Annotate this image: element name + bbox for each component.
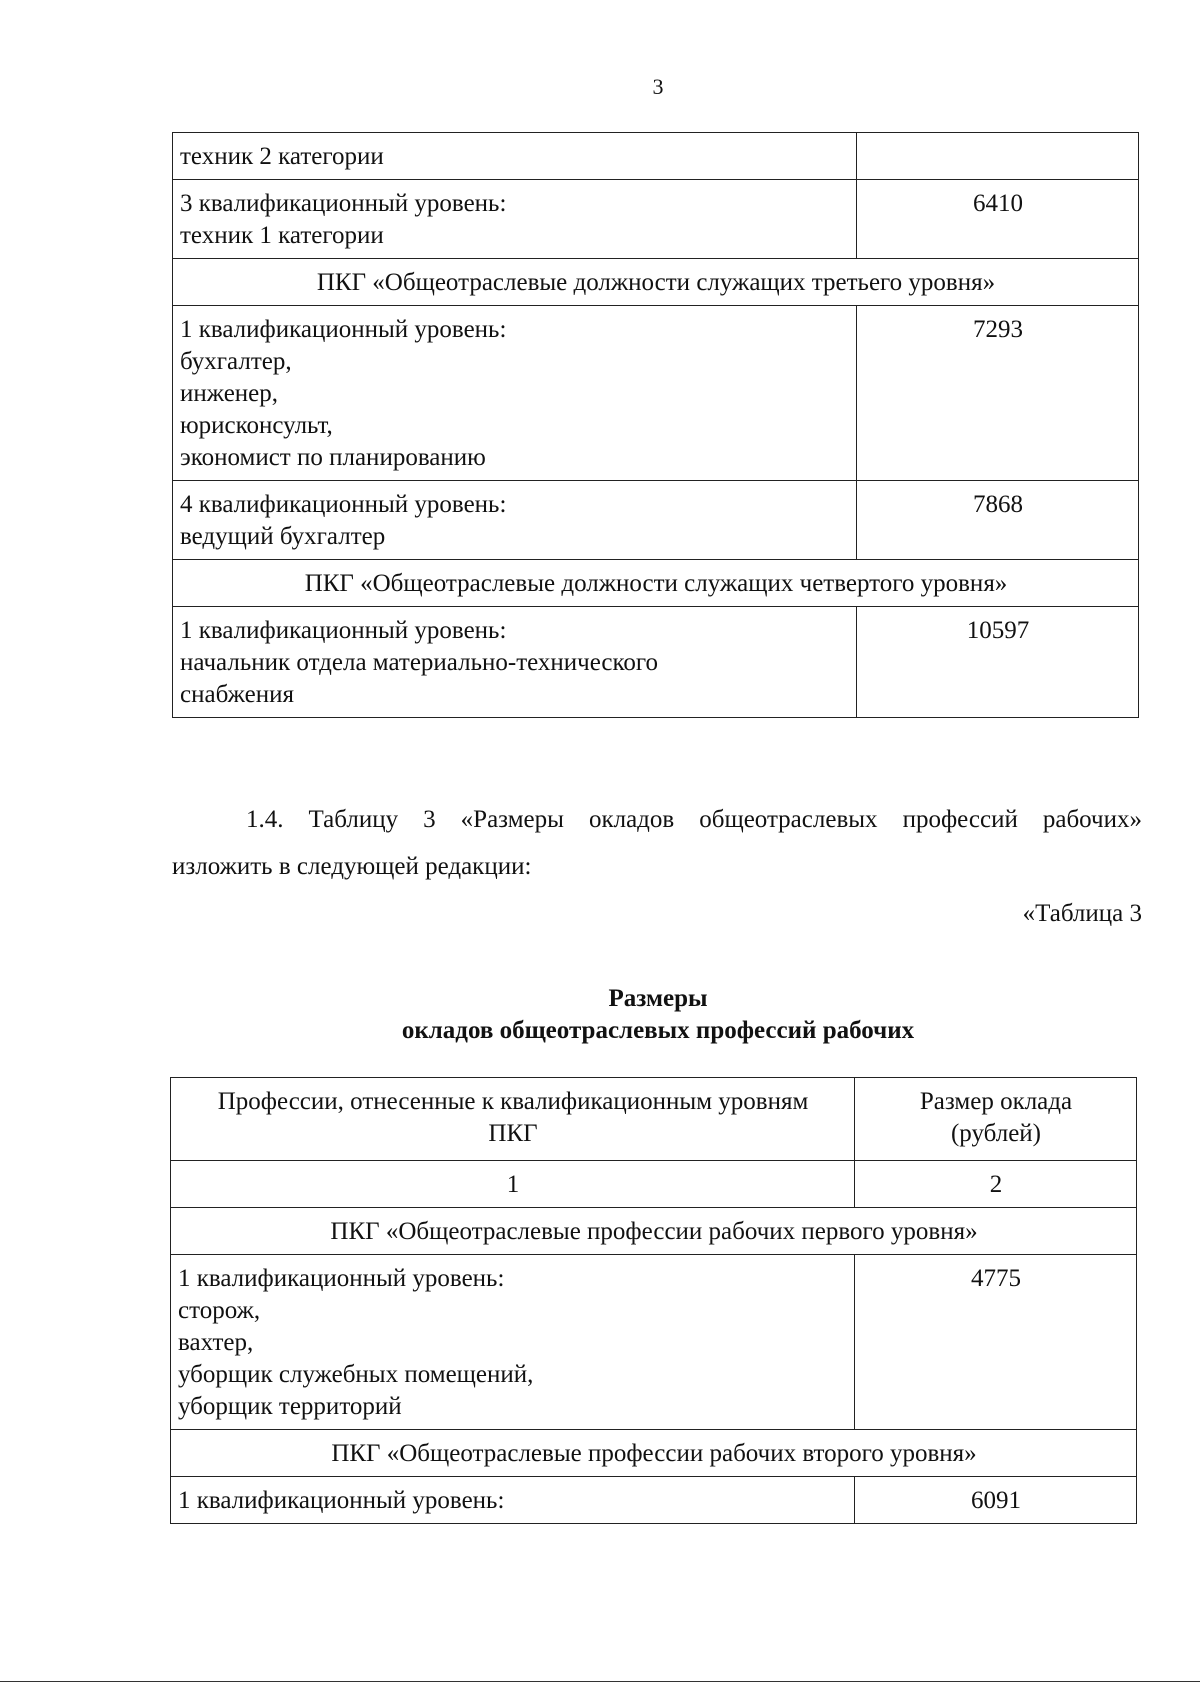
group-row	[173, 560, 1139, 607]
header-professions: Профессии, отнесенные к квалификационным уровням ПКГ	[171, 1078, 855, 1161]
table-row	[173, 306, 1139, 481]
group-title: ПКГ «Общеотраслевые должности служащих третьего уровня»	[173, 259, 1139, 306]
column-number-2: 2	[855, 1161, 1137, 1208]
table-numbering-row	[171, 1161, 1137, 1208]
amendment-line-2: изложить в следующей редакции:	[172, 853, 532, 880]
position-cell: техник 2 категории	[173, 133, 857, 180]
position-cell: 1 квалификационный уровень: бухгалтер, инженер, юрисконсульт, экономист по планированию	[173, 306, 857, 481]
salary-cell: 4775	[855, 1255, 1137, 1430]
position-cell: 3 квалификационный уровень: техник 1 категории	[173, 180, 857, 259]
table-header-row	[171, 1078, 1137, 1161]
group-row	[171, 1430, 1137, 1477]
salary-cell: 10597	[857, 607, 1139, 718]
column-number-1: 1	[171, 1161, 855, 1208]
salary-cell: 7868	[857, 481, 1139, 560]
footer-rule	[0, 1681, 1200, 1682]
table-top-body	[173, 133, 1139, 718]
table-title-line-1: Размеры	[608, 985, 708, 1012]
workers-salary-table	[170, 1077, 1137, 1524]
salary-cell: 6091	[855, 1477, 1137, 1524]
group-title: ПКГ «Общеотраслевые профессии рабочих второго уровня»	[171, 1430, 1137, 1477]
group-row	[171, 1208, 1137, 1255]
position-cell: 1 квалификационный уровень: начальник отдела материально-технического снабжения	[173, 607, 857, 718]
salary-cell: 6410	[857, 180, 1139, 259]
table-row	[173, 180, 1139, 259]
amendment-line-1: 1.4. Таблицу 3 «Размеры окладов общеотраслевых профессий рабочих»	[246, 806, 1142, 833]
salary-cell: 7293	[857, 306, 1139, 481]
table-row	[173, 481, 1139, 560]
page-number: 3	[652, 74, 664, 99]
table-row	[173, 133, 1139, 180]
group-title: ПКГ «Общеотраслевые должности служащих четвертого уровня»	[173, 560, 1139, 607]
group-row	[173, 259, 1139, 306]
table-row	[173, 607, 1139, 718]
group-title: ПКГ «Общеотраслевые профессии рабочих первого уровня»	[171, 1208, 1137, 1255]
salary-cell	[857, 133, 1139, 180]
table-label: «Таблица 3	[1022, 900, 1142, 927]
header-salary: Размер оклада (рублей)	[855, 1078, 1137, 1161]
amendment-paragraph	[172, 796, 1142, 890]
position-cell: 1 квалификационный уровень:	[171, 1477, 855, 1524]
table-title-line-2: окладов общеотраслевых профессий рабочих	[401, 1017, 915, 1044]
position-cell: 1 квалификационный уровень: сторож, вахтер, уборщик служебных помещений, уборщик территорий	[171, 1255, 855, 1430]
position-cell: 4 квалификационный уровень: ведущий бухгалтер	[173, 481, 857, 560]
table-row	[171, 1255, 1137, 1430]
table-row	[171, 1477, 1137, 1524]
table-bottom-body	[171, 1078, 1137, 1524]
salary-table-continued	[172, 132, 1139, 718]
